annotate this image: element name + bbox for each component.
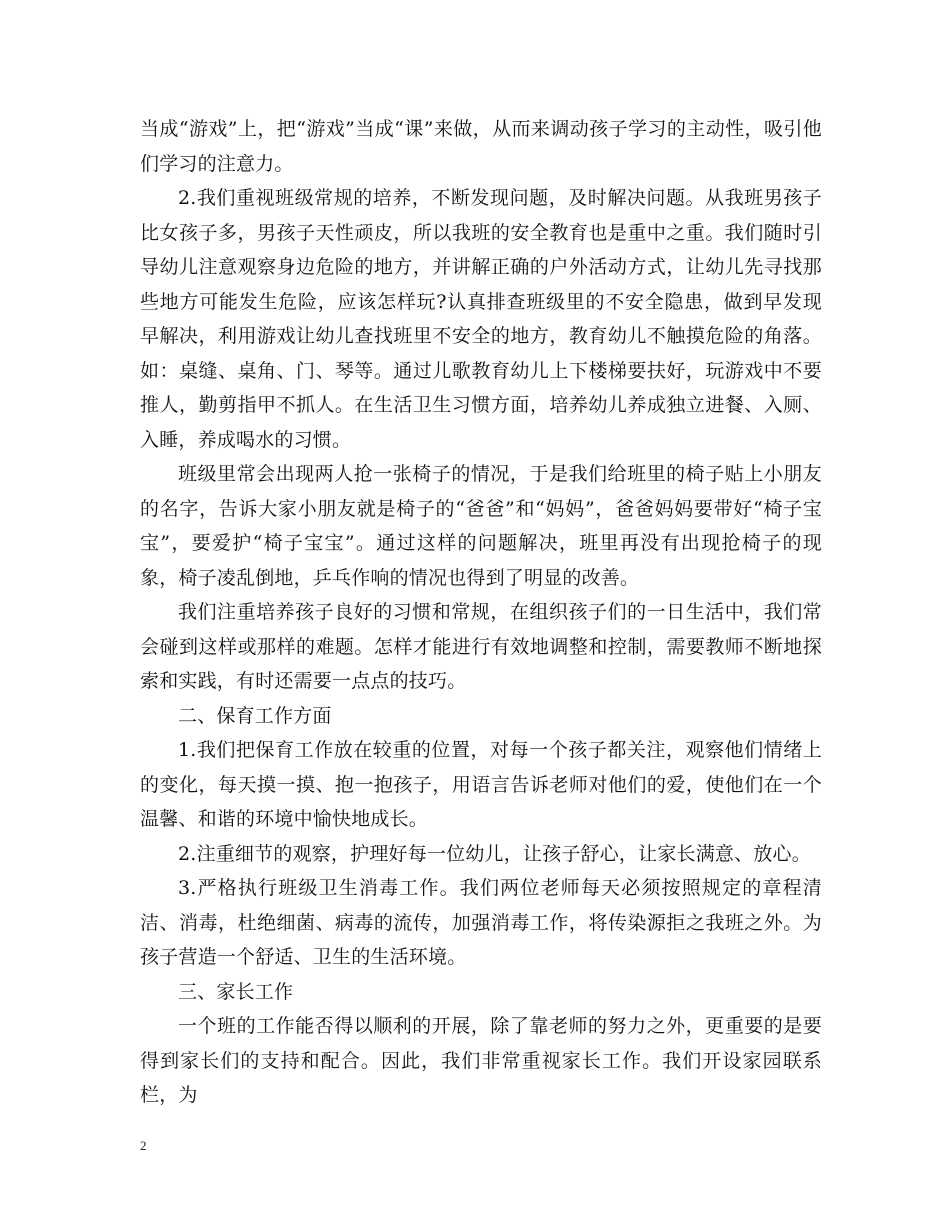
paragraph-6: 1.我们把保育工作放在较重的位置，对每一个孩子都关注，观察他们情绪上的变化，每天摸一摸、抱一抱孩子，用语言告诉老师对他们的爱，使他们在一个温馨、和谐的环境中愉快地成长。 — [140, 739, 822, 830]
document-body — [140, 112, 822, 1113]
section-heading-childcare: 二、保育工作方面 — [178, 704, 332, 727]
paragraph-1: 当成“游戏”上，把“游戏”当成“课”来做，从而来调动孩子学习的主动性，吸引他们学习的注意力。 — [140, 118, 822, 175]
paragraph-8: 3.严格执行班级卫生消毒工作。我们两位老师每天必须按照规定的章程清洁、消毒，杜绝细菌、病毒的流传，加强消毒工作，将传染源拒之我班之外。为孩子营造一个舒适、卫生的生活环境。 — [140, 877, 822, 968]
paragraph-3: 班级里常会出现两人抢一张椅子的情况，于是我们给班里的椅子贴上小朋友的名字，告诉大家小朋友就是椅子的“爸爸”和“妈妈”，爸爸妈妈要带好“椅子宝宝”，要爱护“椅子宝宝”。通过这样的问题解决，班里再没有出现抢椅子的现象，椅子凌乱倒地，乒乓作响的情况也得到了明显的改善。 — [140, 463, 822, 589]
section-heading-parents: 三、家长工作 — [178, 980, 294, 1003]
paragraph-10: 一个班的工作能否得以顺利的开展，除了靠老师的努力之外，更重要的是要得到家长们的支持和配合。因此，我们非常重视家长工作。我们开设家园联系栏，为 — [140, 1015, 822, 1106]
paragraph-2: 2.我们重视班级常规的培养，不断发现问题，及时解决问题。从我班男孩子比女孩子多，男孩子天性顽皮，所以我班的安全教育也是重中之重。我们随时引导幼儿注意观察身边危险的地方，并讲解正确的户外活动方式，让幼儿先寻找那些地方可能发生危险，应该怎样玩?认真排查班级里的不安全隐患，做到早发现早解决，利用游戏让幼儿查找班里不安全的地方，教育幼儿不触摸危险的角落。如：桌缝、桌角、门、琴等。通过儿歌教育幼儿上下楼梯要扶好，玩游戏中不要推人，勤剪指甲不抓人。在生活卫生习惯方面，培养幼儿养成独立进餐、入厕、入睡，养成喝水的习惯。 — [140, 187, 822, 451]
paragraph-4: 我们注重培养孩子良好的习惯和常规，在组织孩子们的一日生活中，我们常会碰到这样或那样的难题。怎样才能进行有效地调整和控制，需要教师不断地探索和实践，有时还需要一点点的技巧。 — [140, 601, 822, 692]
page-number: 2 — [140, 1138, 147, 1153]
paragraph-7: 2.注重细节的观察，护理好每一位幼儿，让孩子舒心，让家长满意、放心。 — [178, 842, 811, 865]
